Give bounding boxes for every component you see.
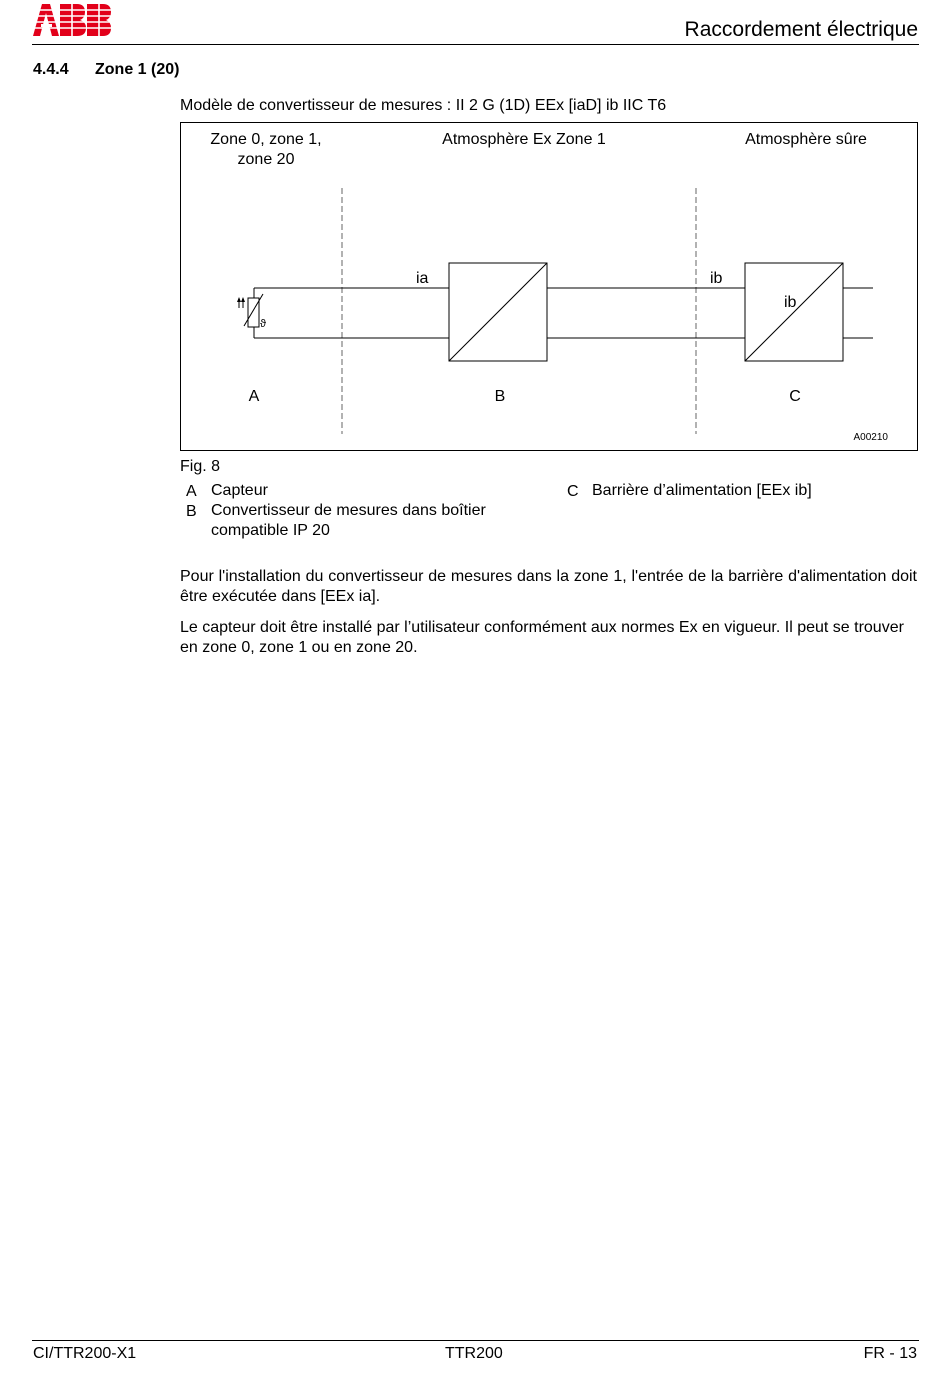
section-number: 4.4.4 [33, 61, 69, 78]
label-ib-inner: ib [784, 294, 797, 311]
legend-text-b-1: Convertisseur de mesures dans boîtier [211, 502, 486, 519]
paragraph-sensor: Le capteur doit être installé par l’utilisateur conformément aux normes Ex en vigueur. Il peut se trouver en zone 0, zone 1 ou en zone 20. [180, 619, 904, 656]
figure-code: A00210 [853, 432, 888, 443]
barrier-box [745, 263, 843, 361]
label-ia: ia [416, 270, 429, 287]
zone-middle-label: Atmosphère Ex Zone 1 [442, 131, 606, 148]
legend-letter-c: C [567, 483, 579, 500]
zone-diagram [180, 122, 918, 451]
figure-caption: Fig. 8 [180, 458, 221, 475]
legend-letter-a: A [186, 483, 197, 500]
legend-text-b-2: compatible IP 20 [211, 522, 330, 539]
header-title: Raccordement électrique [684, 18, 918, 41]
sensor-symbol [237, 288, 266, 338]
legend-text-a: Capteur [211, 482, 268, 499]
converter-box [449, 263, 547, 361]
footer-page-number: FR - 13 [863, 1345, 917, 1362]
legend-text-c: Barrière d’alimentation [EEx ib] [592, 482, 812, 499]
label-ib-outer: ib [710, 270, 723, 287]
footer-rule [32, 1340, 919, 1341]
zone-left-label-1: Zone 0, zone 1, [210, 131, 322, 148]
zone-right-label: Atmosphère sûre [745, 131, 867, 148]
paragraph-installation: Pour l'installation du convertisseur de mesures dans la zone 1, l'entrée de la barrière d'alimentation doit être exécutée dans [EEx ia]. [180, 568, 917, 605]
zone-left-label-2: zone 20 [237, 151, 295, 168]
model-line: Modèle de convertisseur de mesures : II 2 G (1D) EEx [iaD] ib IIC T6 [180, 97, 667, 114]
footer-doc-id: CI/TTR200-X1 [33, 1345, 137, 1362]
letter-c: C [789, 388, 801, 405]
abb-logo [33, 4, 111, 36]
letter-a: A [248, 388, 260, 405]
letter-b: B [494, 388, 506, 405]
footer-product: TTR200 [445, 1345, 503, 1362]
header-rule [32, 44, 919, 45]
section-title: Zone 1 (20) [95, 61, 180, 78]
theta-symbol: ϑ [260, 318, 267, 330]
legend-letter-b: B [186, 503, 197, 520]
